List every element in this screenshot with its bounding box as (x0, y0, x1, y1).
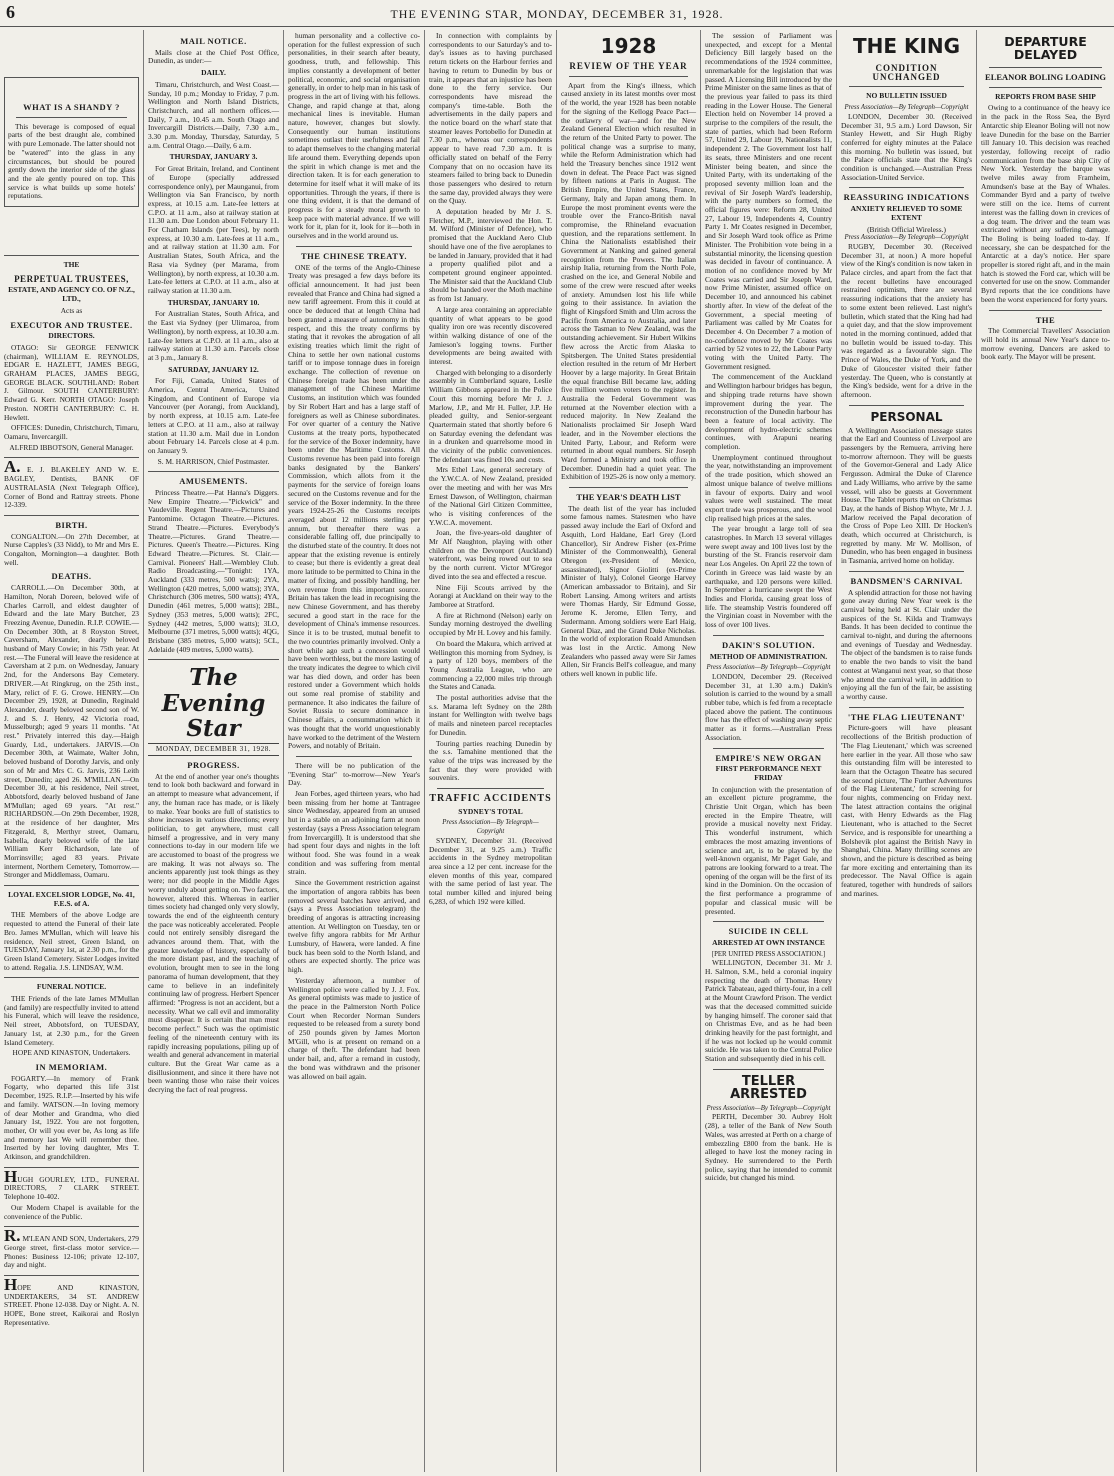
suicide-title: SUICIDE IN CELL (728, 926, 809, 937)
king-sub: CONDITION UNCHANGED (872, 63, 941, 82)
lodge-text: THE Members of the above Lodge are requested to attend the Funeral of their late Bro. James M'Mullan, which will leave his residence, Neil street, Green Island, on TUESDAY, January 1st, at 2.30 p.m., for the Green Island Cemetery. Sister Lodges invited to attend. Regalia. J.S. LINDSAY, W.M. (4, 910, 139, 972)
col4-para11: Touring parties reaching Dunedin by the s.s. Tamahine mentioned that the value of the trips was increased by the fact that they were provided with souvenirs. (429, 738, 552, 783)
traffic-title: TRAFFIC ACCIDENTS (429, 793, 552, 805)
daily-text: Timaru, Christchurch, and West Coast.—Sunday, 10 p.m.; Monday to Friday, 7 p.m. Wellington and North Island Districts, Christchurch, and all northern offices.—Daily, 7 a.m., 10.45 a.m. South Otago and Invercargill Districts.—Daily, 7.30 a.m., 3.30 p.m. Monday, Thursday, Saturday, 5 a.m. Central Otago.—Daily, 6 a.m. (148, 79, 279, 150)
chapel-text: Our Modern Chapel is available for the convenience of the Public. (4, 1202, 139, 1221)
column-4 (425, 32, 556, 1472)
session-text-2: The commencement of the Auckland and Wellington harbour bridges has begun, and shipping trade returns have shown improvement during the year. The reconstruction of the Dunedin harbour has been a feature of local activity. The development of hydro-electric schemes continues, with Arapuni nearing completion. (705, 372, 832, 452)
thursday10-title: THURSDAY, JANUARY 10. (167, 297, 260, 307)
col3-lead-text: human personality and a collective co-operation for the fullest expression of such personalities, in their search after beauty, goodness, truth, and fellowship. This implies constantly a development of better political, economic, and social organisation generally, in order to help man in his task of progress in the art of living with his fellows. Change, and rapid change at that, along mechanical lines is inevitable. Human nature, however, changes but slowly. Consequently our human institutions sometimes outlast their usefulness and fail to adapt themselves to the changing material life around them. Everything depends upon the spirit in which change is met and the direction taken. It is for each generation to determine for itself what it will make of its opportunities. Through the years, if there is one thing evident, it is that the demand of progress is for a steady moral growth to keep pace with material advance. If we will work for it, plan for it, look for it—both in ourselves and in the world around us. (288, 32, 420, 241)
reassure-source-2: Press Association—By Telegraph—Copyright (844, 234, 969, 242)
review-text: Apart from the King's illness, which caused anxiety in its latest months over most of the world, the year 1928 has been notable for the signing of the Kellogg Peace Pact—the outlawry of war—and for the New Zealand General Election which resulted in the return of the United Party to power. The political change was a surprise to many, while the Reform Administration which had held the Treasury benches since 1912 went down in defeat. The Peace Pact was signed by fifteen nations at Paris in August. The British Empire, the United States, France, Germany, Italy and Japan among them. In Europe the most prominent events were the trouble over the Franco-British naval compromise, the Rhineland evacuation question, and the reparations settlement. In China the Nationalists established their Government at Nanking and gained general recognition from the Powers. The Italian airship Italia, returning from the North Pole, crashed on the ice, and General Nobile and some of the crew were rescued after weeks of anxiety. Amundsen lost his life while going to their assistance. In aviation the flight of Kingsford Smith and Ulm across the Pacific from America to Australia, and later across the Tasman to New Zealand, was the outstanding achievement. Sir Hubert Wilkins flew across the Arctic from Alaska to Spitsbergen. The United States presidential election resulted in the return of Mr Herbert Hoover by a large majority. In Great Britain the equal franchise Bill became law, adding five million women voters to the register. In Australia the Federal Government was returned at the November election with a reduced majority. In New Zealand the Nationalists proclaimed Sir Joseph Ward leader, and in the November elections the United Party, Labour, and Reform were returned in about equal numbers. Sir Joseph Ward formed a Ministry and took office in December. Dunedin had a quiet year. The Exhibition of 1925-26 is now only a memory. (561, 80, 697, 482)
gourley-letter: H (4, 1166, 18, 1186)
dentist-letter: A. (4, 457, 21, 477)
col4-para4: Charged with belonging to a disorderly assembly in Cumberland square, Leslie William Gibbons appeared in the Police Court this morning before Mr J. J. Marlow, J.P., and Mr H. Fuller, J.P. He pleaded guilty, and Senior-sergeant Quartermain stated that shortly before 6 on Saturday evening the defendant was in a drunken and quarrelsome mood in the vicinity of the public conveniences. The defendant was fined 10s and costs. (429, 367, 552, 464)
mclean-letter: R. (4, 1226, 21, 1246)
page-number: 6 (6, 2, 15, 22)
death-list-title: THE YEAR'S DEATH LIST (576, 492, 681, 503)
departure-title: DEPARTURE DELAYED (1004, 34, 1087, 62)
reassure-sub: ANXIETY RELIEVED TO SOME EXTENT (850, 204, 963, 222)
col4-para6: Joan, the five-years-old daughter of Mr Alf Naughton, playing with other children on the Devonport (Auckland) waterfront, was being rowed out to sea by the north current. Victor M'Gregor dived into the sea and effected a rescue. (429, 528, 552, 581)
column-3 (284, 32, 424, 1472)
review-title: REVIEW OF THE YEAR (569, 61, 688, 71)
col3-para3: Jean Forbes, aged thirteen years, who had been missing from her home at Tantragee since Wednesday, appeared from an unused hut in a stable on an adjoining farm at noon yesterday (says a Press Association telegram from Invercargill). It is understood that she had spent four days and nights in the loft without food. She was found in a weak condition and was suffering from mental strain. (288, 789, 420, 877)
chinese-treaty-title: THE CHINESE TREATY. (301, 250, 407, 261)
col4-para3: A large area containing an appreciable quantity of what appears to be good quality iron ore was recently discovered within walking distance of one of the Jamieson's logging towns. Further developments are being awaited with interest. (429, 304, 552, 367)
perpetual-sub: ESTATE, AND AGENCY CO. OF N.Z., LTD., (8, 285, 135, 304)
chinese-treaty-text: ONE of the terms of the Anglo-Chinese Treaty was presaged a few days before its official announcement. It had just been revealed that France and China had signed a new tariff agreement. From this it could at once be deduced that at length China had been granted a measure of autonomy in this respect, and this the treaty confirms by stating that it revokes the abrogation of all existing treaties which limit the right of China to settle her own national customs tariff or to impose tonnage dues in foreign exchange. The collection of revenue on Chinese foreign trade has been under the management of the Chinese Maritime Customs, an institution which was founded by Sir Robert Hart and has a large staff of foreigners as well as Chinese subordinates. For over quarter of a century the Native Customs at the treaty ports, hypothecated for the service of the Boxer indemnity, have been under the Maritime Customs. All Customs revenue has been paid into foreign banks designated by the Bankers' Commission, which allots from it the payments for the service of foreign loans secured on the Customs revenue and for the service of the Boxer indemnity. In the three years 1924-25-26 the Customs receipts averaged about 12 millions sterling per annum, but thereafter there was a considerable falling off, due principally to the disturbed state of the country. It does not appear that the existing revenue is entirely to cease; but there is evidently a great deal more latitude to be permitted to China in the matter of fixing, and possibly handling, her own revenue from this important source. Britain has taken the lead in recognising the new Chinese Government, and has thereby secured a good start in the race for the development of China's immense resources. Since it is to be trusted, mutual benefit to the two countries primarily involved. Only a short while ago such a concession would have been worthless, but the more lasting of the treaty indicates the degree to which civil war has died down, and order has been restored under a Government which holds out some real promise of stability and permanence. It also indicates the failure of Soviet Russia to secure dominance in Chinese affairs, a consummation which it was thought that the world unquestionably have worked to the detriment of the Western Powers, and notably of Britain. (288, 262, 420, 751)
col3-para4: Since the Government restriction against the importation of angora rabbits has been removed several batches have arrived, and (says a Press Association telegram) the breeding of angoras is attracting increasing attention. At Wellington on Tuesday, ten or twelve fifty angora rabbits for Mr Arthur Lumsbury, of Hawera, were landed. A fine buck has been sold to the North Island, and others are expected shortly. The price was high. (288, 878, 420, 975)
king-title: THE KING (852, 34, 961, 58)
departure-text: Owing to a continuance of the heavy ice in the pack in the Ross Sea, the Byrd Antarctic ship Eleanor Boling will not now leave Dunedin for the base on the Barrier till January 10. This decision was reached yesterday, following receipt of radio communication from the base ship City of New York. Yesterday the barque was twelve miles away from Framheim, Amundsen's base at the Bay of Whales. Commander Byrd and a party of twelve were still on the ice. Items of current interest was the falling down in crevices of a dog team. The driver and the team was extricated without any suffering damage. The Boling is being loaded to-day. If necessary, she can be despatched for the Antarctic at a day's notice. Her spare propeller is stored right aft, and in the main hatch is stowed the Ford car, which will be converted for use on the snow. Commander Byrd reports that the ice conditions have been the worst experienced for forty years. (981, 103, 1110, 304)
hope-letter: H (4, 1275, 18, 1295)
king-sub2: NO BULLETIN ISSUED (866, 91, 947, 101)
mail-intro: Mails close at the Chief Post Office, Dunedin, as under:— (148, 47, 279, 66)
birth-text: CONGALTON.—On 27th December, at Nurse Capples's (33 Nidd), to Mr and Mrs E. Congalton, Mornington—a daughter. Both well. (4, 531, 139, 567)
postmaster-signature: S. M. HARRISON, Chief Postmaster. (157, 456, 270, 466)
masthead-logo: The Evening Star (161, 664, 266, 742)
edition-date: MONDAY, DECEMBER 31, 1928. (148, 743, 279, 756)
col4-para10: The postal authorities advise that the s.s. Marama left Sydney on the 28th instant for Wellington with twelve bags of mails and nineteen parcel receptacles for Dunedin. (429, 693, 552, 737)
shandy-ad (4, 77, 139, 207)
suicide-source: [PER UNITED PRESS ASSOCIATION.] (711, 950, 826, 958)
reassure-text: RUGBY, December 30. (Received December 31, at noon.) A more hopeful view of the King's condition is now taken in Palace circles, and apart from the fact that the recent bulletins have encouraged restrained optimism, there are several reassuring indications that the anxiety has to some extent been relieved. Last night's bulletin, which stated that the King had had a quiet day, and that the slow improvement noted in the morning continued, added that no bulletin would be issued to-day. This was regarded as a favourable sign. The Prince of Wales, the Duke of York, and the Duke of Gloucester visited their father yesterday. The Queen, who is constantly at the King's bedside, went for a drive in the afternoon. (841, 241, 972, 399)
organ-title: EMPIRE'S NEW ORGAN (715, 752, 822, 763)
col4-para2: A deputation headed by Mr J. S. Fletcher, M.P., interviewed the Hon. T. M. Wilford (Minister of Defence), who promised that the Auckland Aero Club should have one of the five aeroplanes to be landed in January, provided that it had a property qualified pilot and a competent ground engineer appointed. The Minister said that the Auckland Club should be handed over the Moth machine as from 1st January. (429, 207, 552, 304)
page-header (0, 0, 1114, 27)
personal-text: A Wellington Association message states that the Earl and Countess of Liverpool are passengers by the Remuera, arriving here to-morrow afternoon. They will be guests of the Governor-General and Lady Alice Fergusson. Admiral the Duke of Clarence and Lady Williams, who arrive by the same vessel, will also be guests at Government House. The Tablet reports that on Christmas Day, at the hands of Bishop Whyte, Mr J. J. Marlow received the Papal decoration of the Cross of Pope Leo XIII. Dr Hocken's death, which occurred at Christchurch, is regretted by many. Mr W. Mollison, of Dunedin, who has been engaged in business in Tasmania, arrived home on holiday. (841, 425, 972, 566)
perpetual-the: THE (63, 260, 80, 270)
progress-title: PROGRESS. (187, 760, 240, 770)
daily-title: DAILY. (201, 68, 226, 78)
column-1 (0, 32, 143, 1472)
shandy-text: This beverage is composed of equal parts of the best draught ale, combined with pure Lemonade. The latter should not be "watered" into the glass in any circumstances, but should be poured gently down the interior side of the glass and the ale gently poured on top. This service is what builds up some hotels' reputations. (8, 121, 135, 201)
flag-title: 'THE FLAG LIEUTENANT' (847, 711, 966, 722)
thursday-title: THURSDAY, JANUARY 3. (169, 152, 258, 162)
hope-text: OPE AND KINASTON, UNDERTAKERS, 34 ST. ANDREW STREET. Phone 12-038. Day or Night. A. N. HOPE, Bone street, Kaikorai and Roslyn Representative. (4, 1283, 139, 1327)
king-source: Press Association—By Telegraph—Copyright (844, 104, 969, 112)
session-text: The session of Parliament was unexpected, and except for a Mental Deficiency Bill largely based on the recommendations of the 1924 committee, unremarkable for the legislation that was passed. A Licensing Bill introduced by the Prime Minister on the same lines as that of the previous year failed to pass its third reading in the Lower House. The General Election held on November 14 proved a surprise to the compilers of the result, the state of parties, which had been Reform 57, United 29, Labour 19, Nationalists 11, independent 2. The Government lost half its seats, three Ministers and one recent Minister being beaten, and since the United Party, with its undertaking of the proposed seventy million loan and the revival of Sir Joseph Ward's leadership, with the party numbers so formed, the official figures were: Reform 28, United 27, Labour 19, Independents 4, Country Party 1. Mr Coates resigned in December, and Sir Joseph Ward took office as Prime Minister. The Prohibition vote being in a substantial minority, the licensing question was decided in favour of continuance. A motion of no confidence moved by Mr Coates was carried and Sir Joseph Ward, now Prime Minister, assumed office on December 10, and announced his cabinet shortly after. In view of the defeat of the Government, a special meeting of Parliament was called by Mr Coates for December 4. On December 7 a motion of no-confidence moved by Mr Coates was carried by 52 votes to 22, the Labour Party voting with the United Party. The Government resigned. (705, 32, 832, 371)
perpetual-exec: EXECUTOR AND TRUSTEE. (10, 319, 133, 330)
year-title: 1928 (600, 34, 657, 58)
perpetual-title: PERPETUAL TRUSTEES, (14, 273, 129, 284)
col8-ad-heading: THE (1035, 314, 1056, 325)
memoriam-text: FOGARTY.—In memory of Frank Fogarty, who departed this life 31st December, 1925. R.I.P.—Inserted by his wife and family. WATSON.—In loving memory of dear Mother and Grandma, who died January 1st, 1922. You are not forgotten, mother, Or will you ever be, As long as life and memory last We will remember thee. Inserted by her loving daughter, Mrs T. Atkinson, and grandchildren. (4, 1073, 139, 1162)
column-2 (144, 32, 283, 1472)
teller-text: PERTH, December 30. Aubrey Holt (28), a teller of the Bank of New South Wales, was arrested at Perth on a charge of embezzling £800 from the bank. He is alleged to have lost the money racing in Sydney. He surrendered to the Perth police, saying that he intended to commit suicide, but changed his mind. (705, 1112, 832, 1183)
thursday10-text: For Australian States, South Africa, and the East via Sydney (per Ulimaroa, from Wellington), by north express, at 10.30 a.m. Late-fee letters at C.P.O. at 11 a.m., also at railway station at 11.30 a.m. Parcels close at 3 p.m., January 8. (148, 309, 279, 362)
amusements-title: AMUSEMENTS. (179, 476, 248, 487)
bandsmen-text: A splendid attraction for those not having gone away during New Year week is the carnival being held at St. Clair under the auspices of the St. Kilda and Tramways Bands. It has been decided to continue the carnival to-night, and during the afternoons and evenings of Tuesday and Wednesday. The object of the bandsmen is to raise funds to enable the two bands to visit the band contest at Wanganui next year, so that those who attend the carnival will, in addition to enjoying all the fun of the fair, be assisting a worthy cause. (841, 587, 972, 701)
col3-para5: Yesterday afternoon, a number of Wellington police were called by J. J. Fox. As general optimists was made to justice of the peace in the Palmerston North Police Court when Recorder Norman Sunders requested to be released from a surety bond of 250 pounds given by James Morton M'Gill, who is at present on remand on a charge of theft. The defendant had been under bail, and, after a remand in custody, the bond was withdrawn and the prisoner was allowed on bail again. (288, 975, 420, 1081)
teller-title: TELLER ARRESTED (730, 1073, 807, 1102)
organ-text: In conjunction with the presentation of an excellent picture programme, the Christie Unit Organ, which has been erected in the Empire Theatre, will provide a musical novelty next Friday. This wonderful instrument, which embraces the most amazing inventions of science and art, is to be played by the well-known organist, Mr Paget Gale, and patrons are looking forward to a treat. The opening of the organ will be the first of its kind in the Dominion. On the occasion of the first performance a programme of popular and classical music will be presented. (705, 784, 832, 916)
col3-para2: There will be no publication of the "Evening Star" to-morrow—New Year's Day. (288, 760, 420, 788)
funeral-title: FUNERAL NOTICE. (36, 982, 107, 992)
traffic-text: SYDNEY, December 31. (Received December 31, at 9.25 a.m.) Traffic accidents in the Sydney metropolitan area since a 12 per cent. increase for the eleven months of this year, compared with the same period of last year. The total number killed and injured being 6,283, of which 192 were killed. (429, 835, 552, 906)
amusements-text: Princess Theatre.—Pat Hanna's Diggers. New Empire Theatre.—"Pickwick" and Vaudeville. Regent Theatre.—Pictures and Pantomime. Octagon Theatre.—Pictures. Strand Theatre.—Pictures. Everybody's Theatre.—Pictures. Grand Theatre.—Pictures. Queen's Theatre.—Pictures. King Edward Theatre.—Pictures. St. Clair.—Carnival. Pioneers' Hall.—Wembley Club. Radio Broadcasting.—"Tonight: 1YA, Auckland (333 metres, 500 watts); 2YA, Wellington (420 metres, 5,000 watts); 3YA, Christchurch (306 metres, 500 watts); 4YA, Dunedin (461 metres, 5,000 watts); 2BL, Sydney (353 metres, 5,000 watts); 2FC, Sydney (442 metres, 5,000 watts); 3LO, Melbourne (371 metres, 5,000 watts); 4QG, Brisbane (385 metres, 5,000 watts); 5CL, Adelaide (409 metres, 5,000 watts). (148, 488, 279, 654)
column-7 (837, 32, 976, 1472)
reassure-title: REASSURING INDICATIONS (843, 192, 970, 203)
directors-title: DIRECTORS. (48, 331, 95, 341)
col8-ad-text: The Commercial Travellers' Association will hold its annual New Year's dance to-morrow evening. Dancers are asked to book early. The Mayor will be present. (981, 326, 1110, 362)
progress-text: At the end of another year one's thoughts tend to look both backward and forward in an attempt to measure what advancement, if any, the human race has made, or is likely to make. Year books are full of statistics to show increases in various directions; every politician, to get anywhere, must call himself a progressive, and in very many connections to-day in our modern life we are accustomed to boast of the progress we are making. It was not always so. The ancients apparently just took things as they were; nor did people in the Middle Ages worry unduly about getting on. Two factors, however, altered this. Whereas in earlier times society had changed only very slowly, towards the end of the eighteenth century the pace was noticeably accelerated. People could not entirely sensibly disregard the advances around them. That, with the greater knowledge of history, especially of the more distant past, and the teaching of evolution, brought men to see in the long panorama of human development, that they came to believe in an indefinitely continuing law of progress. Herbert Spencer affirmed: "Progress is not an accident, but a necessity. What we call evil and immorality must disappear. It is certain that man must become perfect." Such was the optimistic feeling of the nineteenth century with its rapidly increasing populations, piling up of wealth and general advancement in material culture. But the Great War came as a disillusionment, and since it there have not been wanting those who raise their voices decrying the fact of real progress. (148, 771, 279, 1095)
teller-source: Press Association—By Telegraph—Copyright (706, 1104, 831, 1112)
dakin-sub: METHOD OF ADMINISTRATION. (709, 651, 828, 661)
dakin-title: DAKIN'S SOLUTION. (721, 639, 816, 650)
traffic-source: Press Association—By Telegraph—Copyright (442, 819, 539, 836)
thursday-text: For Great Britain, Ireland, and Continent of Europe (specially addressed correspondence only), per Maunganui, from Wellington via San Francisco, by north express, at 10.15 a.m. Late-fee letters at C.P.O. at 11 a.m., also at railway station at 11.30 a.m. Due London about February 11. For Chatham Islands (per Tees), by north express, at 10.30 a.m. Late-fees at 11 a.m., and at railway station at 11.30 a.m. For Australian States, South Africa, and the Rasa via Sydney (per Marama, from Wellington), by north express, at 10.30 a.m. Late-fee letters at C.P.O. at 11 a.m., also at railway station at 11.30 a.m. (148, 164, 279, 295)
header-dateline: THE EVENING STAR, MONDAY, DECEMBER 31, 1928. (390, 7, 724, 21)
organ-sub: FIRST PERFORMANCE NEXT FRIDAY (715, 764, 822, 782)
col4-para5: Mrs Ethel Law, general secretary of the Y.W.C.A. of New Zealand, presided over the meeting and with her was Mrs Ernest Dawson, of Wellington, chairman of the National Girl Citizen Committee, who is visiting conferences of the Y.W.C.A. movement. (429, 465, 552, 527)
memoriam-title: IN MEMORIAM. (35, 1061, 108, 1072)
saturday-text: For Fiji, Canada, United States of America, Central America, United Kingdom, and Continent of Europe via Vancouver (per Aorangi, from Auckland), by north express, at 10.15 a.m. Late-fee letters at C.P.O. at 11 a.m., also at railway station at 11.30 a.m. Mail due in London about February 14. Parcels close at 4 p.m. on January 9. (148, 376, 279, 455)
offices-manager: ALFRED IBBOTSON, General Manager. (9, 442, 134, 452)
bandsmen-title: BANDSMEN'S CARNIVAL (850, 575, 963, 586)
column-8 (977, 32, 1114, 1472)
col4-para8: A fire at Richmond (Nelson) early on Sunday morning destroyed the dwelling occupied by Mr H. Lovey and his family. (429, 610, 552, 638)
mail-title: MAIL NOTICE. (180, 36, 247, 46)
departure-sub2: REPORTS FROM BASE SHIP (995, 91, 1096, 101)
column-5 (557, 32, 700, 1472)
deaths-text: CARROLL.—On December 30th, at Hamilton, Norah Doreen, beloved wife of Charles Carroll, and eldest daughter of Edward and the late Mary Butcher, 23 Freezing Avenue, Dunedin. R.I.P. COWIE.—On December 30th, at 8 Royston Street, Caversham, Alexander, dearly beloved husband of Mary Cowie; in his 75th year. At rest.—The Funeral will leave the residence at Caversham at 2 p.m. on Wednesday, January 2nd, for the Andersons Bay Cemetery. DRIVER.—At Ringkrug, on the 25th inst., Mary, relict of F. G. Crowe. HENRY.—On December 29, 1928, at Dunedin, Reginald Alexander, dearly beloved second son of W. J. and S. J. Henry, 42 Victoria road, Musselburgh; aged 9 years 11 months. "At rest." Privately interred this day.—Haigh Guardy, Ltd., undertakers. JARVIS.—On December 30th, at Waimate, Walter John, beloved husband of Dorothy Jarvis, and only son of Mr and Mrs C. G. Jarvis, 236 Leith street, Dunedin; aged 26. M'MILLAN.—On December 30, at his residence, Neil street, Abbotsford, dearly beloved husband of Jane M'Mullan; aged 69 years. "At rest." RICHARDSON.—On 29th December, 1928, at the residence of her daughter, Mrs Fitzgerald, 8, Merthyr street, Oamaru, Isabella, dearly beloved wife of the late William Kerr Richardson, late of Morrinsville; aged 83 years. Private interment, Northern Cemetery, Tomorrow.—Stronger and Middlemass, Oamaru. (4, 583, 139, 880)
funeral-text: THE Friends of the late James M'Mullan (and family) are respectfully invited to attend his Funeral, which will leave the residence, Neil street, Abbotsford, on TUESDAY, January 1st, at 2.30 p.m., for the Green Island Cemetery. (4, 994, 139, 1047)
suicide-text: WELLINGTON, December 31. Mr J. H. Salmon, S.M., held a coronial inquiry respecting the death of Thomas Henry Patrick Tabateau, aged thirty-four, in a cell at the Mount Crawford Prison. The verdict was that the deceased committed suicide by hanging himself. The coroner said that on Christmas Eve, and as he had been drinking heavily for the past fortnight, and if he was not locked up he would commit suicide. He was taken to the Central Police Station and subsequently died in his cell. (705, 958, 832, 1064)
departure-sub: ELEANOR BOLING LOADING (985, 72, 1106, 82)
col4-lead-text: In connection with complaints by correspondents to our Saturday's and to-day's issues as to having purchased return tickets on the Harbour ferries and having to return to Dunedin by bus or train, it appears that an injustice has been done to the ferry service. Our correspondents have misread the company's time-table. Both the advertisements in the daily papers and the notice board on the wharf state that steamer leaves Portobello for Dunedin at 7.30 p.m., whereas our correspondents appear to have read 7.30 a.m. It is officially stated on behalf of the Ferry Company that on no occasion have its steamers failed to bring back to Dunedin those passengers who desired to return the same day, provided always they were on the Quay. (429, 32, 552, 206)
shandy-title: WHAT IS A SHANDY ? (23, 102, 120, 112)
deaths-title: DEATHS. (51, 571, 92, 582)
column-6 (701, 32, 836, 1472)
session-text-3: Unemployment continued throughout the year, notwithstanding an improvement of the trade position, which showed an almost unique balance of twelve millions in favour of exports. Dairy and wool values were well sustained. The meat export trade was prosperous, and the wool clip realised high prices at the sales. (705, 452, 832, 523)
death-list-text: The death list of the year has included some famous names. Statesmen who have passed away include the Earl of Oxford and Asquith, Lord Haldane, Earl Grey (Lord Chancellor), Sir Andrew Fisher (ex-Prime Minister of the Commonwealth), General Obregon (ex-President of Mexico, assassinated), Signor Giolitti (ex-Prime Minister of Italy), Colonel George Harvey (American ambassador to Britain), and Sir Robert Lansing. Among writers and artists were Thomas Hardy, Sir Edmund Gosse, Jerome K. Jerome, Ellen Terry, and Sudermann. Among soldiers were Earl Haig, General Diaz, and the Grand Duke Nicholas. In the world of exploration Roald Amundsen was lost in the Arctic. Among New Zealanders who passed away were Sir James Allen, Sir Francis Bell's colleague, and many others well known in public life. (561, 503, 696, 679)
birth-title: BIRTH. (55, 519, 88, 530)
flag-text: Picture-goers will have pleasant recollections of the British production of 'The Flag Lieutenant,' which was screened here earlier in the year. All those who saw this outstanding film will be interested to learn that the Octagon Theatre has secured the second picture, 'The Further Adventures of the Flag Lieutenant,' for screening for four nights, commencing on Friday next. The latest attraction contains the original cast, with Henry Edwards as the Flag Lieutenant, who is attached to the Secret Service, and is responsible for unearthing a Bolshevik plot against the British Navy in Shanghai, China. Many thrilling scenes are shown, and the picture is described as being far more exciting and entertaining than its predecessor. The Naval Office is again featured, together with hundreds of sailors and marines. (841, 723, 972, 898)
offices-text: OFFICES: Dunedin, Christchurch, Timaru, Oamaru, Invercargill. (4, 423, 139, 441)
saturday-title: SATURDAY, JANUARY 12. (168, 364, 259, 374)
perpetual-acts: Acts as (60, 305, 83, 315)
col4-para7: Nine Fiji Scouts arrived by the Aorangi at Auckland on their way to the Jamboree at Stratford. (429, 582, 552, 609)
session-text-4: The year brought a large toll of sea catastrophes. In March 13 several villages were swept away and 100 lives lost by the bursting of the St. Francis reservoir dam near Los Angeles. On April 22 the town of Corinth in Greece was laid waste by an earthquake, and 120 persons were killed. In September a hurricane swept the West Indies and Florida, causing great loss of life. The steamship Vestris foundered off the Virginian coast in November with the loss of over 100 lives. (705, 524, 832, 630)
king-text: LONDON, December 30. (Received December 31, 9.5 a.m.) Lord Dawson, Sir Stanley Hewett, and Sir Hugh Rigby conferred for eighty minutes at the Palace this morning. No bulletin was issued, but the Palace officials state that the King's condition is unchanged.—Australian Press Association-United Service. (841, 111, 972, 182)
directors-text: OTAGO: Sir GEORGE FENWICK (chairman), WILLIAM E. REYNOLDS, EDGAR E. HAZLETT, JAMES BEGG, GRAHAM PLACES, JAMES BEGG, GEORGE BLACK. SOUTHLAND: Robert J. Gilmour. SOUTH CANTERBURY: Edward G. Kerr. NORTH OTAGO: Joseph Preston. NORTH CANTERBURY: C. H. Hewlett. (4, 342, 139, 422)
col4-para9: On board the Makura, which arrived at Wellington this morning from Sydney, is a party of 120 boys, members of the Young Australia League, who are commencing a 22,000 miles trip through the States and Canada. (429, 638, 552, 692)
dentist-text: E. J. BLAKELEY AND W. E. BAGLEY, Dentists, BANK OF AUSTRALASIA (Next Telegraph Office), Corner of Bond and Rattray streets. Phone 12-339. (4, 465, 139, 510)
traffic-sub: SYDNEY'S TOTAL (458, 806, 523, 816)
lodge-title: LOYAL EXCELSIOR LODGE, No. 41, F.E.S. of A. (8, 890, 135, 908)
gourley-text: UGH GOURLEY, LTD., FUNERAL DIRECTORS, 7 CLARK STREET. Telephone 10-402. (4, 1174, 139, 1202)
reassure-source-1: (British Official Wireless.) (867, 224, 946, 234)
dakin-source: Press Association—By Telegraph—Copyright (706, 664, 831, 672)
funeral-signature: HOPE AND KINASTON, Undertakers. (12, 1048, 131, 1058)
personal-title: PERSONAL (870, 409, 943, 424)
mclean-text: M'LEAN AND SON, Undertakers, 279 George street, first-class motor service.—Phones: Business 12-106; private 12-107, day and night. (4, 1234, 139, 1270)
suicide-sub: ARRESTED AT OWN INSTANCE (712, 937, 825, 947)
dakin-text: LONDON, December 29. (Received December 31, at 1.30 a.m.) Dakin's solution is carried to the wound by a small rubber tube, which is fed from a receptacle placed above the patient. The continuous flow has the effect of washing away septic matter as it forms.—Australian Press Association. (705, 671, 832, 742)
